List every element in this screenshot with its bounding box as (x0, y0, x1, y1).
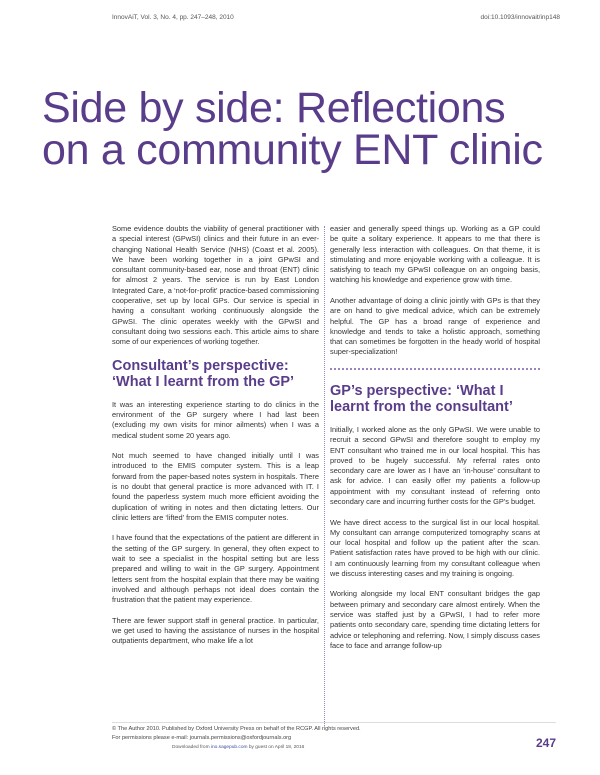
journal-reference: InnovAiT, Vol. 3, No. 4, pp. 247–248, 2010 (112, 14, 234, 21)
consultant-continued-paragraph: easier and generally speed things up. Working as a GP could be quite a solitary experience. It appears to me that there is generally less interaction with colleagues. On that theme, it is stimulating and more enjoyable working with a colleague. It is satisfying to teach my GPwSI colleague on an ongoing basis, watching his knowledge and experience grow with time. (330, 224, 540, 285)
gp-paragraph: We have direct access to the surgical list in our local hospital. My consultant can arrange computerized tomography scans at our local hospital and follow up the patient after the scan. Patient satisfaction rates have proved to be high with our clinic. I am continuously learning from my consultant colleague when we discuss interesting cases and my training is ongoing. (330, 517, 540, 578)
page-number: 247 (535, 736, 556, 750)
column-divider (324, 226, 325, 726)
doi-reference: doi:10.1093/innovait/inp148 (480, 14, 560, 21)
download-suffix: by guest on April 18, 2016 (248, 745, 305, 750)
left-column (112, 224, 319, 657)
right-column (330, 224, 540, 661)
gp-heading: GP’s perspective: ‘What I learnt from the consultant’ (330, 382, 513, 415)
consultant-paragraph: I have found that the expectations of the patient are different in the setting of the GP surgery. In general, they often expect to wait to see a specialist in the hospital setting but are less prepared and willing to wait in the GP surgery. Appointment letters sent from the hospital explain that there may be waiting involved and although perhaps not ideal does contain the frustration that the patient may experience. (112, 533, 319, 605)
download-line (172, 743, 361, 752)
consultant-paragraph: Not much seemed to have changed initially until I was introduced to the EMIS computer system. This is a leap forward from the paper-based notes system in hospitals. There is no doubt that general practice is more advanced with IT. I found the paperless system much more efficient avoiding the duplication of writing in notes and then dictating letters. Our clinic letters are ‘lifted’ from the EMIS computer notes. (112, 451, 319, 522)
permissions-line: For permissions please e-mail: journals.permissions@oxfordjournals.org (112, 735, 292, 741)
download-link[interactable]: ino.sagepub.com (210, 745, 248, 750)
consultant-continued-paragraph: Another advantage of doing a clinic jointly with GPs is that they are on hand to give medical advice, which can be extremely helpful. The GP has a broad range of experience and knowledge and tends to take a holistic approach, something that can sometimes be forgotten in the heady world of hospital super-specialization! (330, 295, 540, 357)
gp-paragraph: Initially, I worked alone as the only GPwSI. We were unable to recruit a second GPwSI and therefore sought to employ my ENT consultant who trained me in our local hospital. This has proved to be hugely successful. My referral rates onto secondary care are lower as I have an ‘in-house’ consultant to ask for advice. I can easily offer my patients a follow-up appointment with my consultant instead of referring onto secondary care and incurring further costs for the GP’s budget. (330, 424, 540, 507)
intro-paragraph: Some evidence doubts the viability of general practitioner with a special interest (GPwSI) clinics and their future in an ever-changing National Health Service (NHS) (Coast et al. 2005). We have been working together in a joint GPwSI and consultant community-based ear, nose and throat (ENT) clinic for almost 2 years. The service is run by East London Integrated Care, a ‘not-for-profit’ practice-based commissioning cooperative, set up by local GPs. Our service is special in having a consultant working continuously alongside the GPwSI. The clinic operates weekly with the GPwSI and consultant doing two sessions each. This article aims to share some of our experiences of working together. (112, 224, 319, 347)
consultant-paragraph: There are fewer support staff in general practice. In particular, we get used to having the assistance of nurses in the hospital outpatients department, who make life a lot (112, 615, 319, 646)
running-header (112, 14, 560, 26)
page-footer (112, 725, 361, 752)
gp-paragraph: Working alongside my local ENT consultant bridges the gap between primary and secondary care almost entirely. When the service was staffed just by a GPwSI, I had to refer more patients onto secondary care, spending time dictating letters for advice or telephoning and referring. Now, I simply discuss cases face to face and arrange follow-up (330, 589, 540, 650)
article-title: Side by side: Reflections on a community ENT clinic (42, 83, 543, 174)
download-prefix: Downloaded from (172, 745, 210, 750)
footer-rule (112, 722, 556, 723)
consultant-paragraph: It was an interesting experience starting to do clinics in the environment of the GP surgery where I had last been (excluding my own visits for minor ailments) when I was a medical student some 20 years ago. (112, 399, 319, 440)
copyright-line: © The Author 2010. Published by Oxford University Press on behalf of the RCGP. All rights reserved. (112, 726, 361, 732)
gp-section (330, 368, 540, 651)
consultant-heading: Consultant’s perspective: ‘What I learnt from the GP’ (112, 357, 295, 390)
